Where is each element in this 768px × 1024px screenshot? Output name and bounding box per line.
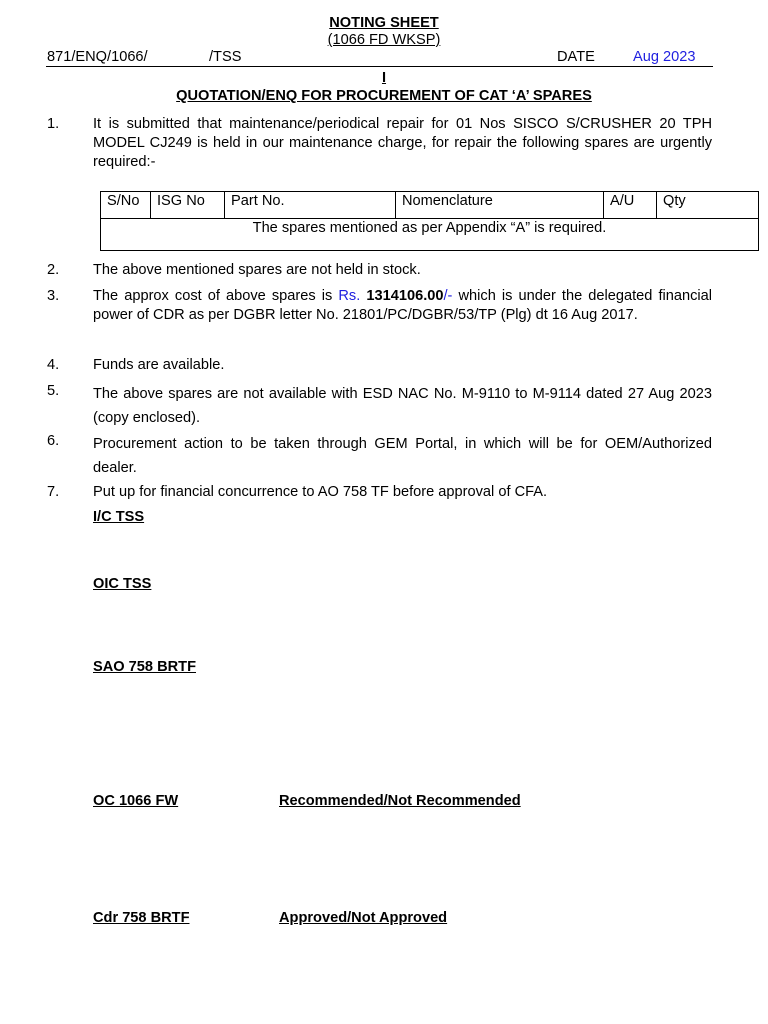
- signature-oc: OC 1066 FW: [93, 793, 179, 809]
- signature-cdr: Cdr 758 BRTF: [93, 910, 190, 926]
- col-header-qty: Qty: [657, 192, 759, 219]
- para-5-number: 5.: [47, 383, 60, 399]
- para-4-text: Funds are available.: [93, 357, 225, 373]
- currency-label: Rs.: [338, 288, 361, 304]
- oc-recommendation: Recommended/Not Recommended: [279, 793, 521, 809]
- para-1-text: It is submitted that maintenance/periodical repair for 01 Nos SISCO S/CRUSHER 20 TPH MODEL CJ249 is held in our maintenance charge, for repair the following spares are urgently required:-: [93, 116, 712, 170]
- signature-sao: SAO 758 BRTF: [93, 659, 196, 675]
- date-value: Aug 2023: [633, 49, 696, 65]
- para-6-number: 6.: [47, 433, 60, 449]
- date-label: DATE: [557, 49, 595, 65]
- para-5-text: The above spares are not available with ESD NAC No. M-9110 to M-9114 dated 27 Aug 2023 (copy enclosed).: [93, 386, 712, 426]
- spares-table: [100, 191, 759, 251]
- para-3-post: which is under the delegated financial power of CDR as per DGBR letter No. 21801/PC/DGBR/53/TP (Plg) dt 16 Aug 2017.: [93, 288, 713, 323]
- para-3-text: [93, 287, 712, 325]
- section-mark: I: [381, 70, 387, 86]
- para-1-number: 1.: [47, 116, 60, 132]
- para-2-text: The above mentioned spares are not held in stock.: [93, 262, 421, 278]
- para-3-pre: The approx cost of above spares is: [93, 288, 333, 304]
- signature-oic-tss: OIC TSS: [93, 576, 152, 592]
- page-title: NOTING SHEET: [329, 15, 439, 31]
- col-header-part-no: Part No.: [225, 192, 396, 219]
- para-6-text: Procurement action to be taken through GEM Portal, in which will be for OEM/Authorized dealer.: [93, 436, 712, 476]
- table-header-row: [101, 192, 759, 219]
- col-header-nomenclature: Nomenclature: [396, 192, 604, 219]
- reference-number: 871/ENQ/1066/: [47, 49, 148, 65]
- para-7-number: 7.: [47, 484, 60, 500]
- cost-suffix: /-: [443, 288, 453, 304]
- cdr-approval: Approved/Not Approved: [279, 910, 448, 926]
- header-divider: [46, 66, 713, 67]
- col-header-isg-no: ISG No: [151, 192, 225, 219]
- subject-heading: QUOTATION/ENQ FOR PROCUREMENT OF CAT ‘A’ SPARES: [176, 88, 592, 104]
- para-2-number: 2.: [47, 262, 60, 278]
- table-merged-cell: The spares mentioned as per Appendix “A” is required.: [101, 219, 759, 251]
- cost-amount: 1314106.00: [366, 288, 444, 304]
- para-7-text: Put up for financial concurrence to AO 758 TF before approval of CFA.: [93, 484, 548, 500]
- col-header-sno: S/No: [101, 192, 151, 219]
- signature-ic-tss: I/C TSS: [93, 509, 145, 525]
- page-subtitle: (1066 FD WKSP): [327, 32, 441, 48]
- para-3-number: 3.: [47, 288, 60, 304]
- reference-unit: /TSS: [209, 49, 242, 65]
- col-header-au: A/U: [604, 192, 657, 219]
- table-row: [101, 219, 759, 251]
- para-4-number: 4.: [47, 357, 60, 373]
